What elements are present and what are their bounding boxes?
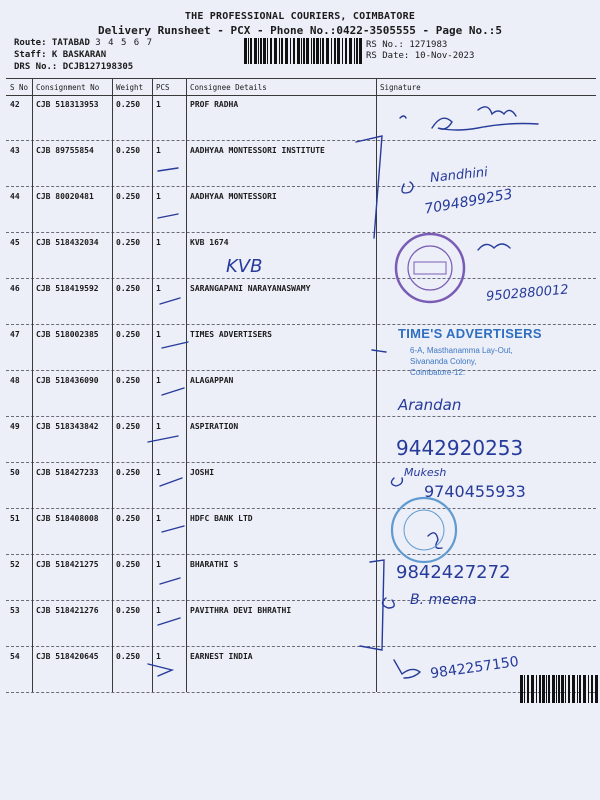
cell-sno: 44: [10, 192, 20, 201]
handwritten-phone: 9442920253: [396, 436, 524, 460]
cell-details: AADHYAA MONTESSORI INSTITUTE: [190, 146, 325, 155]
cell-weight: 0.250: [116, 422, 141, 431]
cell-sno: 54: [10, 652, 20, 661]
cell-pcs: 1: [156, 422, 161, 431]
cell-weight: 0.250: [116, 606, 141, 615]
table-row: [6, 140, 596, 187]
cell-weight: 0.250: [116, 284, 141, 293]
cell-sno: 50: [10, 468, 20, 477]
cell-consignment: CJB 518421275: [36, 560, 99, 569]
cell-details: KVB 1674: [190, 238, 229, 247]
cell-sno: 53: [10, 606, 20, 615]
header-details: Consignee Details: [190, 83, 267, 92]
cell-pcs: 1: [156, 468, 161, 477]
cell-consignment: CJB 518002385: [36, 330, 99, 339]
cell-pcs: 1: [156, 652, 161, 661]
cell-pcs: 1: [156, 146, 161, 155]
handwritten-kvb: KVB: [226, 256, 263, 277]
cell-sno: 42: [10, 100, 20, 109]
column-divider: [32, 78, 33, 692]
handwritten-name: B. meena: [410, 592, 477, 608]
cell-consignment: CJB 518436090: [36, 376, 99, 385]
cell-consignment: CJB 518432034: [36, 238, 99, 247]
barcode-icon: [520, 675, 600, 703]
handwritten-phone: 9842427272: [396, 562, 511, 583]
cell-details: HDFC BANK LTD: [190, 514, 253, 523]
cell-sno: 48: [10, 376, 20, 385]
table-row: [6, 600, 596, 647]
cell-weight: 0.250: [116, 146, 141, 155]
cell-details: PAVITHRA DEVI BHRATHI: [190, 606, 292, 615]
table-row: [6, 94, 596, 141]
round-seal-icon: [388, 494, 460, 566]
route-text: Route: TATABAD: [14, 38, 90, 48]
header-weight: Weight: [116, 83, 144, 92]
cell-pcs: 1: [156, 606, 161, 615]
cell-details: PROF RADHA: [190, 100, 239, 109]
column-divider: [112, 78, 113, 692]
column-divider: [376, 78, 377, 692]
cell-details: BHARATHI S: [190, 560, 239, 569]
handwritten-phone: 9502880012: [485, 282, 570, 305]
company-title: THE PROFESSIONAL COURIERS, COIMBATORE: [184, 11, 416, 22]
cell-weight: 0.250: [116, 238, 141, 247]
cell-consignment: CJB 80020481: [36, 192, 94, 201]
drs-number: DRS No.: DCJB127198305: [14, 62, 134, 72]
cell-details: TIMES ADVERTISERS: [190, 330, 272, 339]
cell-details: ALAGAPPAN: [190, 376, 234, 385]
cell-details: ASPIRATION: [190, 422, 239, 431]
column-divider: [152, 78, 153, 692]
cell-consignment: CJB 518427233: [36, 468, 99, 477]
cell-weight: 0.250: [116, 560, 141, 569]
cell-sno: 43: [10, 146, 20, 155]
cell-sno: 45: [10, 238, 20, 247]
cell-weight: 0.250: [116, 514, 141, 523]
cell-pcs: 1: [156, 514, 161, 523]
cell-sno: 52: [10, 560, 20, 569]
cell-details: SARANGAPANI NARAYANASWAMY: [190, 284, 311, 293]
column-divider: [186, 78, 187, 692]
cell-details: AADHYAA MONTESSORI: [190, 192, 277, 201]
cell-details: EARNEST INDIA: [190, 652, 253, 661]
cell-pcs: 1: [156, 330, 161, 339]
cell-consignment: CJB 518408008: [36, 514, 99, 523]
cell-pcs: 1: [156, 376, 161, 385]
cell-pcs: 1: [156, 560, 161, 569]
handwritten-name: Nandhini: [429, 165, 489, 186]
cell-weight: 0.250: [116, 330, 141, 339]
cell-consignment: CJB 518313953: [36, 100, 99, 109]
handwritten-name: Arandan: [398, 396, 462, 414]
cell-weight: 0.250: [116, 652, 141, 661]
cell-consignment: CJB 518420645: [36, 652, 99, 661]
stamp-address-line: Sivananda Colony,: [410, 357, 477, 366]
header-pcs: PCS: [156, 83, 170, 92]
handwritten-phone: 7094899253: [423, 186, 514, 218]
cell-consignment: CJB 518419592: [36, 284, 99, 293]
cell-weight: 0.250: [116, 376, 141, 385]
stamp-address-line: Coimbatore-12.: [410, 368, 466, 377]
handwritten-phone: 9842257150: [429, 653, 520, 683]
cell-sno: 49: [10, 422, 20, 431]
cell-sno: 46: [10, 284, 20, 293]
cell-weight: 0.250: [116, 192, 141, 201]
handwritten-name: Mukesh: [404, 466, 447, 479]
cell-consignment: CJB 518343842: [36, 422, 99, 431]
header-consignment: Consignment No: [36, 83, 100, 92]
cell-pcs: 1: [156, 100, 161, 109]
stamp-title: TIME'S ADVERTISERS: [398, 326, 542, 341]
runsheet-subtitle: Delivery Runsheet - PCX - Phone No.:0422-3505555 - Page No.:5: [98, 24, 502, 37]
cell-weight: 0.250: [116, 100, 141, 109]
cell-sno: 47: [10, 330, 20, 339]
cell-consignment: CJB 89755854: [36, 146, 94, 155]
table-row: [6, 508, 596, 555]
bank-seal-icon: [392, 230, 468, 306]
barcode-icon: [244, 38, 362, 64]
cell-pcs: 1: [156, 192, 161, 201]
header-signature: Signature: [380, 83, 421, 92]
cell-weight: 0.250: [116, 468, 141, 477]
table-row: [6, 232, 596, 279]
rs-date: RS Date: 10-Nov-2023: [366, 51, 475, 61]
cell-pcs: 1: [156, 238, 161, 247]
staff-label: Staff: K BASKARAN: [14, 50, 107, 60]
cell-sno: 51: [10, 514, 20, 523]
rs-number: RS No.: 1271983: [366, 40, 448, 50]
times-advertisers-stamp: [398, 326, 578, 386]
cell-consignment: CJB 518421276: [36, 606, 99, 615]
cell-details: JOSHI: [190, 468, 215, 477]
route-label: [14, 38, 153, 48]
stamp-address-line: 6-A, Masthanamma Lay-Out,: [410, 346, 513, 355]
cell-pcs: 1: [156, 284, 161, 293]
route-digits: 3 4 5 6 7: [95, 38, 154, 48]
handwritten-phone: 9740455933: [424, 482, 526, 501]
header-sno: S No: [10, 83, 29, 92]
